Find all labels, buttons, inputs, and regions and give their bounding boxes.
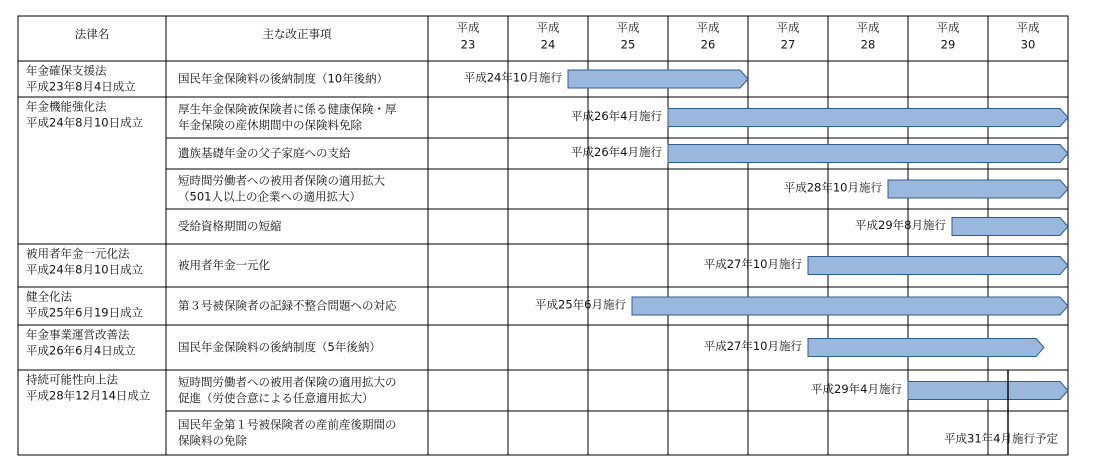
- enforcement-label-4: 平成29年8月施行: [855, 218, 946, 232]
- law-name-0-line-0: 年金確保支援法: [26, 63, 107, 78]
- enforcement-label-8: 平成29年4月施行: [811, 382, 902, 396]
- enforcement-label-1: 平成26年4月施行: [571, 109, 662, 123]
- enforcement-label-7: 平成27年10月施行: [703, 339, 802, 353]
- header-year-28: 28: [860, 37, 876, 52]
- item-text-6-line-0: 第３号被保険者の記録不整合問題への対応: [178, 298, 397, 313]
- header-year-era: 平成: [456, 20, 480, 35]
- header-main-items: 主な改正事項: [262, 27, 332, 41]
- header-year-27: 27: [780, 37, 796, 52]
- timeline-arrow-bar-0: [568, 70, 748, 88]
- header-year-era: 平成: [776, 20, 800, 35]
- law-name-5-line-1: 平成28年12月14日成立: [26, 388, 151, 403]
- item-text-5-line-0: 被用者年金一元化: [178, 258, 270, 272]
- timeline-arrow-bar-8: [908, 382, 1068, 400]
- timeline-arrow-bar-7: [808, 339, 1044, 357]
- law-name-2-line-1: 平成24年8月10日成立: [26, 262, 144, 277]
- header-year-26: 26: [700, 37, 716, 52]
- item-text-2-line-0: 遺族基礎年金の父子家庭への支給: [178, 146, 351, 160]
- item-text-4-line-0: 受給資格期間の短縮: [178, 219, 282, 233]
- law-name-1-line-0: 年金機能強化法: [26, 99, 107, 114]
- item-text-0-line-0: 国民年金保険料の後納制度（10年後納）: [178, 71, 389, 86]
- law-name-5-line-0: 持続可能性向上法: [26, 372, 118, 387]
- timeline-arrow-bar-5: [808, 257, 1068, 275]
- item-text-1-line-1: 年金保険の産休期間中の保険料免除: [178, 118, 362, 132]
- enforcement-label-3: 平成28年10月施行: [783, 180, 882, 195]
- timeline-arrow-bar-2: [668, 145, 1068, 163]
- enforcement-label-0: 平成24年10月施行: [463, 70, 562, 85]
- enforcement-label-2: 平成26年4月施行: [571, 145, 662, 159]
- law-name-0-line-1: 平成23年8月4日成立: [26, 79, 136, 94]
- enforcement-label-6: 平成25年6月施行: [535, 297, 626, 312]
- item-text-7-line-0: 国民年金保険料の後納制度（5年後納）: [178, 340, 381, 354]
- law-name-4-line-1: 平成26年6月4日成立: [26, 343, 136, 358]
- timeline-arrow-bar-1: [668, 109, 1068, 127]
- timeline-arrow-bar-4: [952, 218, 1068, 236]
- timeline-arrow-bar-6: [632, 297, 1068, 315]
- item-text-3-line-1: （501人以上の企業への適用拡大）: [178, 189, 361, 204]
- header-year-29: 29: [940, 37, 956, 52]
- law-name-4-line-0: 年金事業運営改善法: [26, 327, 130, 342]
- item-text-3-line-0: 短時間労働者への被用者保険の適用拡大: [178, 173, 385, 188]
- header-law-name: 法律名: [74, 27, 110, 41]
- header-year-24: 24: [540, 37, 556, 52]
- header-year-era: 平成: [536, 20, 560, 35]
- law-name-3-line-1: 平成25年6月19日成立: [26, 305, 144, 320]
- item-text-1-line-0: 厚生年金保険被保険者に係る健康保険・厚: [178, 102, 397, 116]
- enforcement-label-9: 平成31年4月施行予定: [944, 431, 1058, 446]
- enforcement-label-5: 平成27年10月施行: [703, 257, 802, 271]
- header-year-era: 平成: [696, 20, 720, 35]
- header-year-23: 23: [460, 37, 476, 52]
- header-year-era: 平成: [856, 20, 880, 35]
- item-text-9-line-1: 保険料の免除: [178, 433, 247, 448]
- item-text-8-line-0: 短時間労働者への被用者保険の適用拡大の: [178, 375, 397, 389]
- law-name-3-line-0: 健全化法: [26, 289, 72, 304]
- law-name-2-line-0: 被用者年金一元化法: [26, 246, 130, 261]
- item-text-8-line-1: 促進（労使合意による任意適用拡大）: [178, 391, 374, 405]
- header-year-30: 30: [1020, 37, 1036, 52]
- header-year-25: 25: [620, 37, 636, 52]
- timeline-arrow-bar-3: [888, 180, 1068, 198]
- header-year-era: 平成: [936, 20, 960, 35]
- header-year-era: 平成: [1016, 20, 1040, 35]
- item-text-9-line-0: 国民年金第１号被保険者の産前産後期間の: [178, 417, 397, 432]
- header-year-era: 平成: [616, 20, 640, 35]
- law-name-1-line-1: 平成24年8月10日成立: [26, 115, 144, 130]
